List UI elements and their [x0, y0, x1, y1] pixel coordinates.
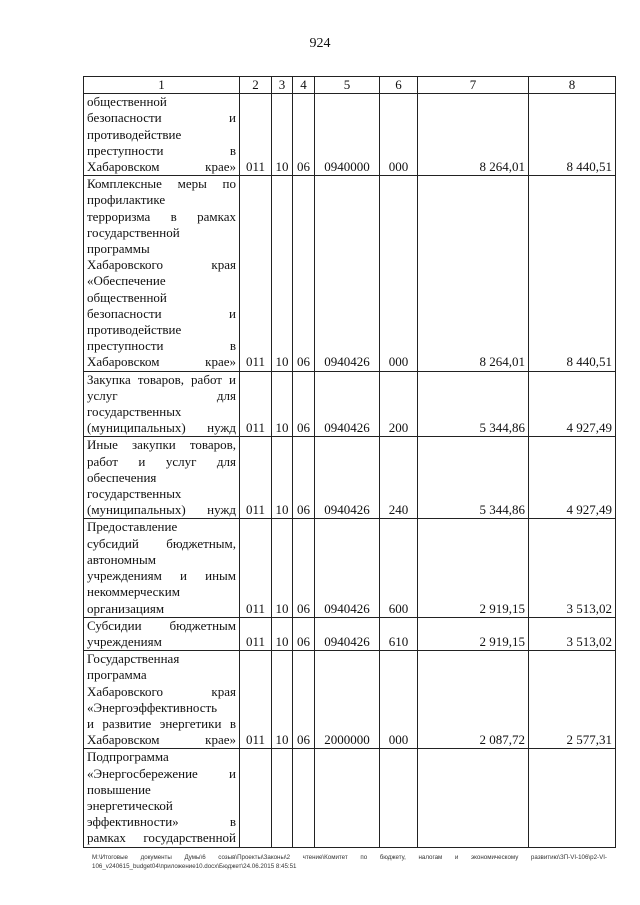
row-name-line: автономным — [87, 551, 156, 567]
cell-c2: 011 — [240, 651, 272, 749]
row-name-cell — [84, 651, 240, 749]
cell-c6: 240 — [380, 437, 418, 519]
row-name-line: (муниципальных) нужд — [87, 420, 236, 436]
cell-c4: 06 — [293, 437, 315, 519]
cell-c2: 011 — [240, 519, 272, 617]
cell-c8: 8 440,51 — [529, 176, 616, 371]
row-name-line: безопасности и — [87, 110, 236, 126]
cell-c4: 06 — [293, 651, 315, 749]
cell-c8 — [529, 749, 616, 847]
header-col-3: 3 — [272, 77, 293, 94]
table-row — [84, 749, 616, 847]
row-name-line: Хабаровском крае» — [87, 354, 236, 370]
header-col-2: 2 — [240, 77, 272, 94]
cell-c7: 8 264,01 — [418, 176, 529, 371]
budget-table — [83, 76, 616, 848]
cell-c3: 10 — [272, 519, 293, 617]
cell-c8: 2 577,31 — [529, 651, 616, 749]
row-name-line: Хабаровском крае» — [87, 159, 236, 175]
row-name-line: безопасности и — [87, 305, 236, 321]
row-name-line: «Обеспечение — [87, 273, 166, 289]
table-row — [84, 617, 616, 650]
footer-line-2: 106_v240615_budget04\приложение10.docx\Бюджет\24.06.2015 8:45:51 — [92, 863, 297, 870]
cell-c7: 5 344,86 — [418, 437, 529, 519]
header-row — [84, 77, 616, 94]
cell-c5: 0940000 — [315, 94, 380, 176]
cell-c2: 011 — [240, 437, 272, 519]
row-name-line: общественной — [87, 94, 167, 110]
header-col-6: 6 — [380, 77, 418, 94]
row-name-line: Государственная — [87, 651, 180, 667]
cell-c7: 8 264,01 — [418, 94, 529, 176]
row-name-line: услуг для — [87, 387, 236, 403]
header-col-1: 1 — [84, 77, 240, 94]
cell-c4: 06 — [293, 519, 315, 617]
cell-c5: 0940426 — [315, 617, 380, 650]
row-name-line: рамках государственной — [87, 830, 236, 846]
row-name-line: Хабаровского края — [87, 257, 236, 273]
table-row — [84, 371, 616, 437]
cell-c5: 0940426 — [315, 176, 380, 371]
cell-c3: 10 — [272, 617, 293, 650]
cell-c2: 011 — [240, 94, 272, 176]
cell-c5: 2000000 — [315, 651, 380, 749]
row-name-line: работ и услуг для — [87, 453, 236, 469]
row-name-cell — [84, 176, 240, 371]
cell-c5: 0940426 — [315, 519, 380, 617]
cell-c4: 06 — [293, 94, 315, 176]
cell-c8: 3 513,02 — [529, 519, 616, 617]
row-name-line: Закупка товаров, работ и — [87, 371, 236, 387]
cell-c3 — [272, 749, 293, 847]
row-name-cell — [84, 519, 240, 617]
row-name-line: терроризма в рамках — [87, 208, 236, 224]
row-name-line: и развитие энергетики в — [87, 715, 236, 731]
row-name-line: профилактике — [87, 192, 166, 208]
row-name-line: государственной — [87, 224, 180, 240]
header-col-5: 5 — [315, 77, 380, 94]
cell-c6: 200 — [380, 371, 418, 437]
row-name-line: государственных — [87, 486, 182, 502]
page-number: 924 — [309, 36, 331, 51]
cell-c5: 0940426 — [315, 437, 380, 519]
row-name-line: Подпрограмма — [87, 749, 169, 765]
row-name-line: Комплексные меры по — [87, 176, 236, 192]
row-name-line: энергетической — [87, 797, 173, 813]
cell-c8: 8 440,51 — [529, 94, 616, 176]
header-col-4: 4 — [293, 77, 315, 94]
cell-c6: 000 — [380, 176, 418, 371]
cell-c5: 0940426 — [315, 371, 380, 437]
row-name-cell — [84, 617, 240, 650]
cell-c4: 06 — [293, 176, 315, 371]
row-name-cell — [84, 437, 240, 519]
cell-c6: 000 — [380, 94, 418, 176]
row-name-line: субсидий бюджетным, — [87, 535, 236, 551]
row-name-cell — [84, 371, 240, 437]
row-name-line: некоммерческим — [87, 584, 180, 600]
row-name-line: учреждениям и иным — [87, 568, 236, 584]
cell-c8: 3 513,02 — [529, 617, 616, 650]
row-name-line: «Энергосбережение и — [87, 765, 236, 781]
cell-c7: 2 087,72 — [418, 651, 529, 749]
row-name-cell — [84, 749, 240, 847]
row-name-line: государственных — [87, 404, 182, 420]
row-name-line: противодействие — [87, 126, 182, 142]
row-name-line: преступности в — [87, 142, 236, 158]
cell-c4 — [293, 749, 315, 847]
cell-c3: 10 — [272, 176, 293, 371]
row-name-line: Предоставление — [87, 519, 178, 535]
row-name-line: организациям — [87, 600, 165, 616]
cell-c2: 011 — [240, 176, 272, 371]
header-col-8: 8 — [529, 77, 616, 94]
cell-c8: 4 927,49 — [529, 437, 616, 519]
cell-c6 — [380, 749, 418, 847]
cell-c3: 10 — [272, 437, 293, 519]
cell-c6: 000 — [380, 651, 418, 749]
row-name-line: Хабаровского края — [87, 683, 236, 699]
table-row — [84, 176, 616, 371]
row-name-line: программа — [87, 667, 147, 683]
row-name-line: преступности в — [87, 338, 236, 354]
row-name-line: обеспечения — [87, 469, 157, 485]
cell-c7: 5 344,86 — [418, 371, 529, 437]
cell-c3: 10 — [272, 651, 293, 749]
row-name-cell — [84, 94, 240, 176]
row-name-line: Иные закупки товаров, — [87, 437, 236, 453]
table-row — [84, 651, 616, 749]
table-row — [84, 437, 616, 519]
cell-c2: 011 — [240, 371, 272, 437]
row-name-line: «Энергоэффективность — [87, 699, 218, 715]
row-name-line: общественной — [87, 289, 167, 305]
document-path-footer — [92, 853, 607, 871]
table-row — [84, 519, 616, 617]
row-name-line: Хабаровском крае» — [87, 732, 236, 748]
row-name-line: повышение — [87, 781, 151, 797]
cell-c7: 2 919,15 — [418, 519, 529, 617]
cell-c5 — [315, 749, 380, 847]
row-name-line: Субсидии бюджетным — [87, 617, 236, 633]
row-name-line: противодействие — [87, 322, 182, 338]
row-name-line: эффективности» в — [87, 814, 236, 830]
cell-c6: 610 — [380, 617, 418, 650]
cell-c3: 10 — [272, 94, 293, 176]
cell-c3: 10 — [272, 371, 293, 437]
header-col-7: 7 — [418, 77, 529, 94]
row-name-line: программы — [87, 241, 150, 257]
cell-c2: 011 — [240, 617, 272, 650]
cell-c7: 2 919,15 — [418, 617, 529, 650]
cell-c2 — [240, 749, 272, 847]
cell-c4: 06 — [293, 371, 315, 437]
cell-c4: 06 — [293, 617, 315, 650]
row-name-line: учреждениям — [87, 633, 162, 649]
cell-c7 — [418, 749, 529, 847]
cell-c6: 600 — [380, 519, 418, 617]
cell-c8: 4 927,49 — [529, 371, 616, 437]
row-name-line: (муниципальных) нужд — [87, 502, 236, 518]
footer-line-1: М:\Итоговые документы Думы\6 созыв\Проекты\Законы\2 чтение\Комитет по бюджету, налогам и экономическому развитию\ЗП-VI-106\р2-VI- — [92, 854, 607, 861]
table-row — [84, 94, 616, 176]
